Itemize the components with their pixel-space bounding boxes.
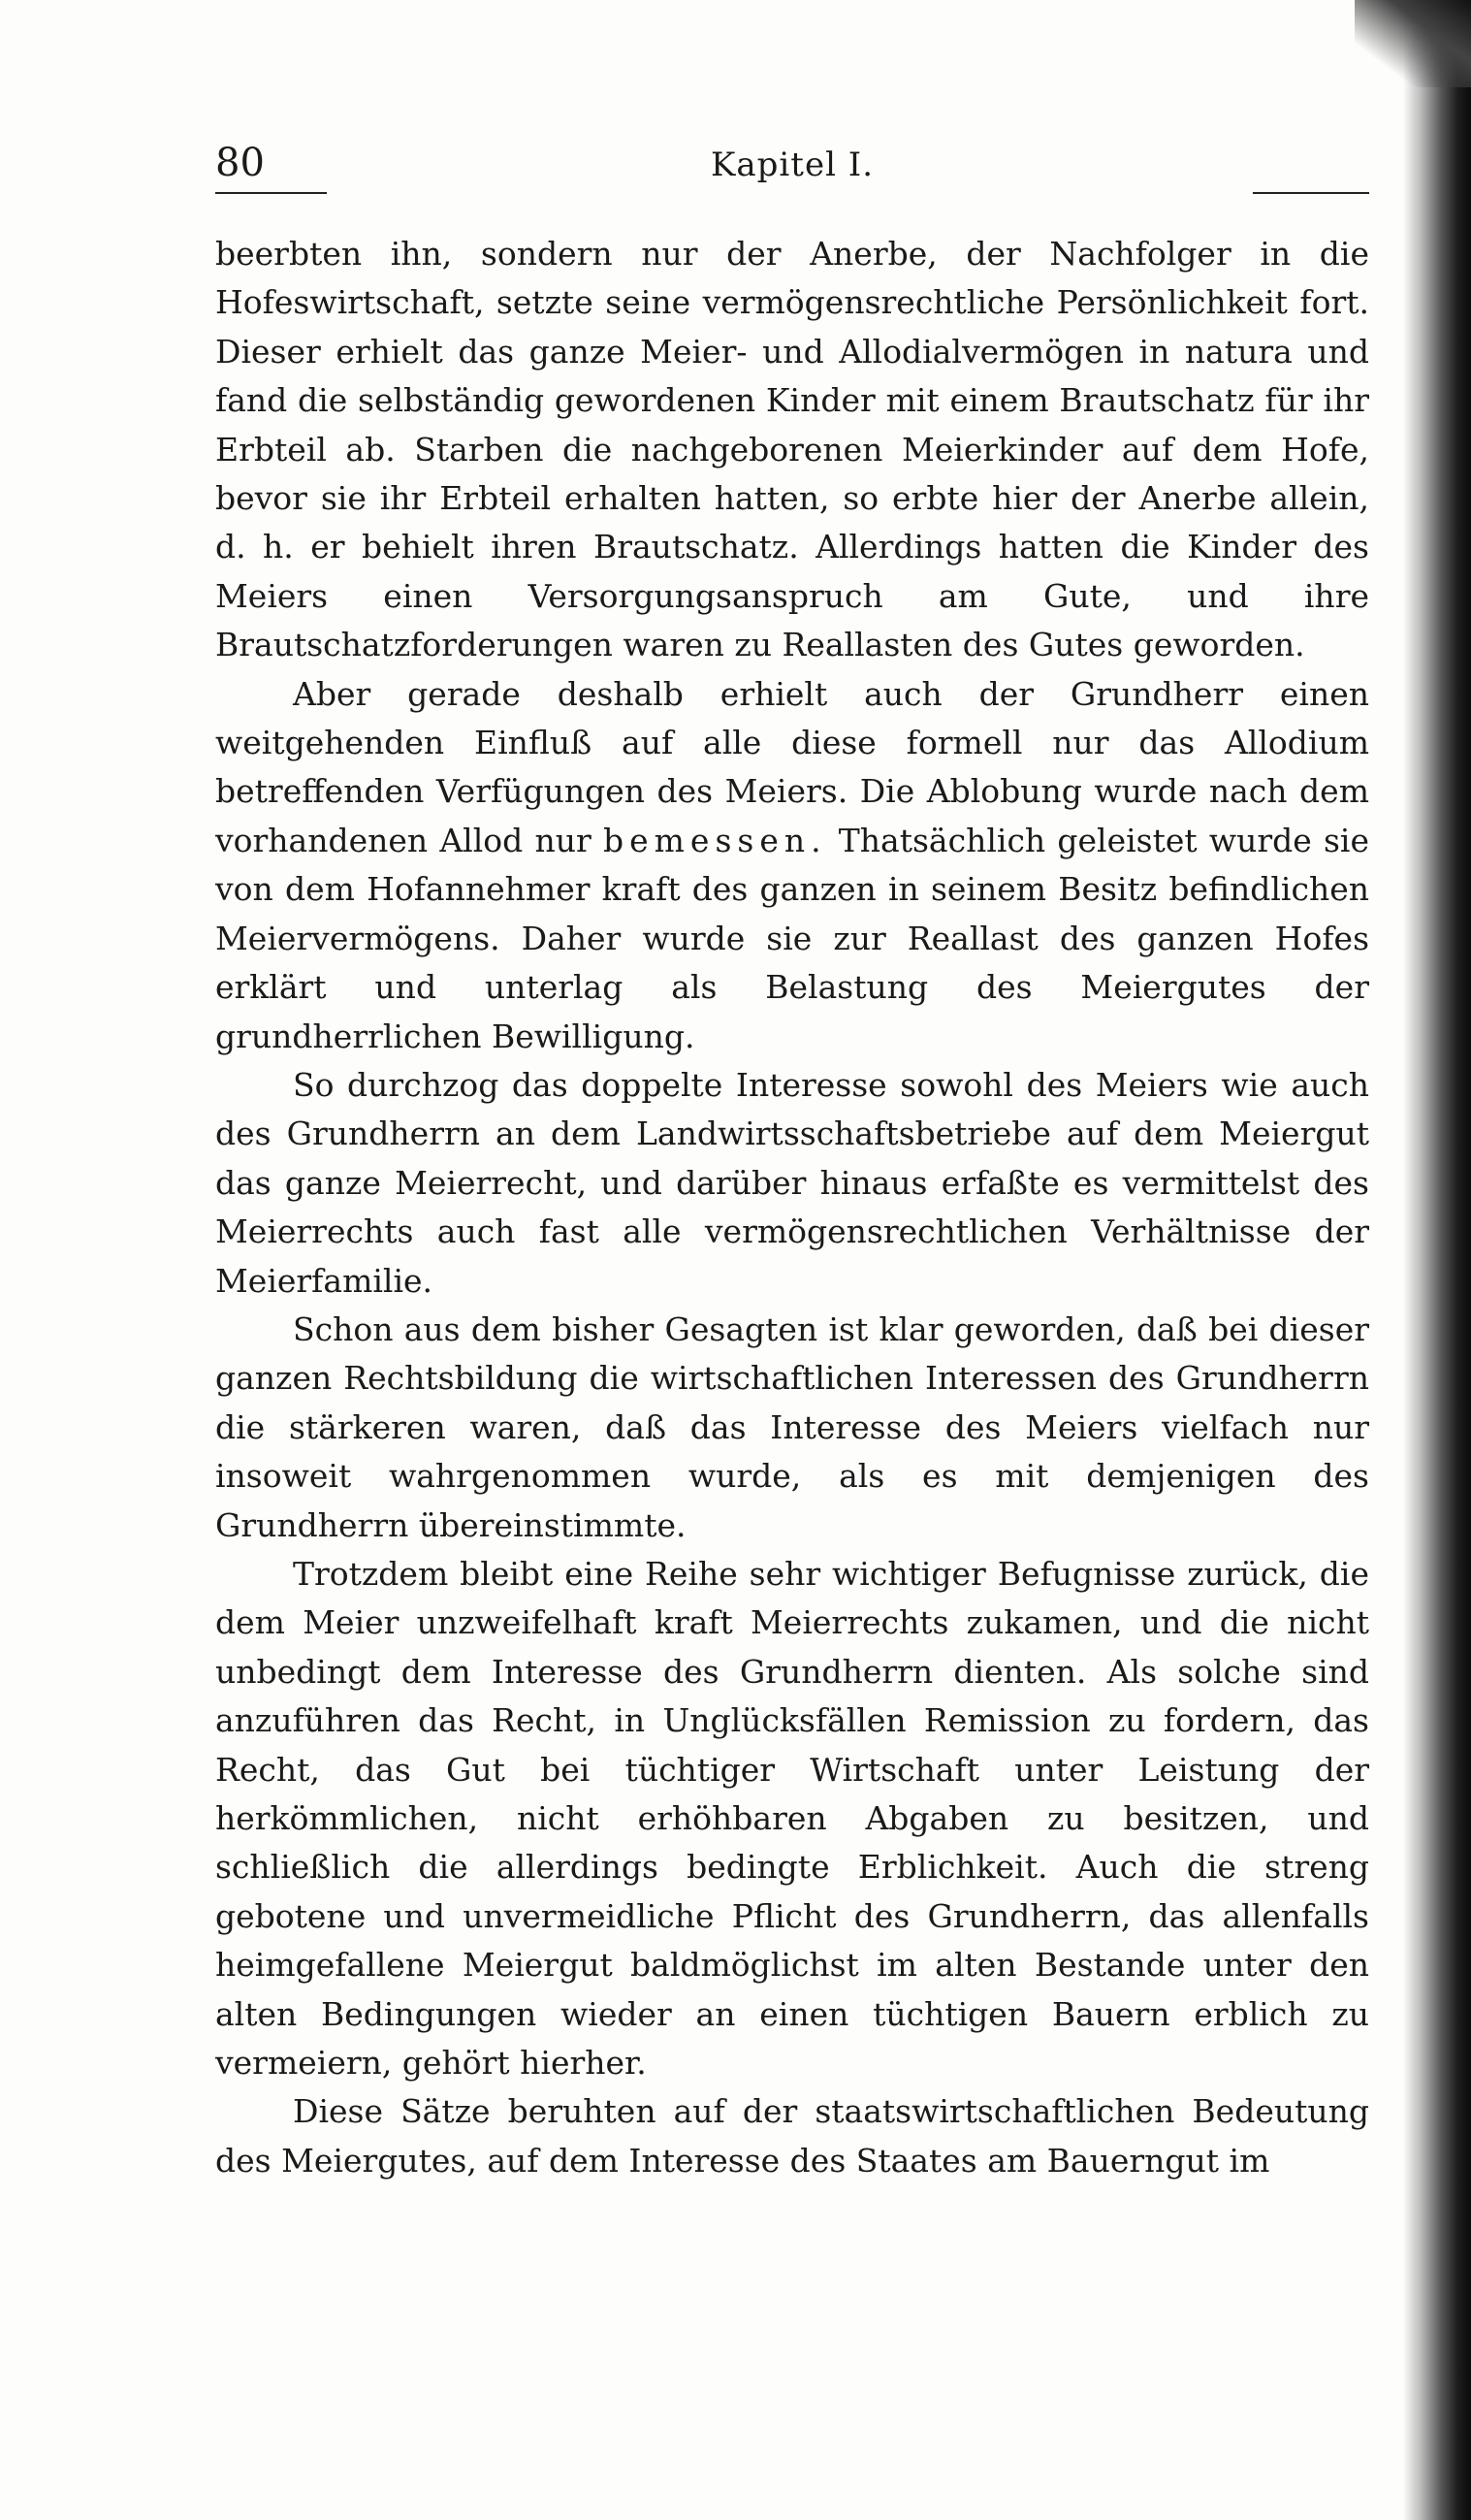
paragraph-6: Diese Sätze beruhten auf der staatswirtschaftlichen Bedeutung des Meiergutes, auf dem Interesse des Staates am Bauerngut im [215, 2092, 1369, 2180]
paragraph-2 [215, 670, 1369, 1061]
paragraph-4: Schon aus dem bisher Gesagten ist klar geworden, daß bei dieser ganzen Rechtsbildung die wirtschaftlichen Interessen des Grundherrn die stärkeren waren, daß das Interesse des Meiers vielfach nur insoweit wahrgenommen wurde, als es mit demjenigen des Grundherrn übereinstimmte. [215, 1309, 1369, 1544]
paragraph-3: So durchzog das doppelte Interesse sowohl des Meiers wie auch des Grundherrn an dem Landwirtsschaftsbetriebe auf dem Meiergut das ganze Meierrecht, und darüber hinaus erfaßte es vermittelst des Meierrechts auch fast alle vermögensrechtlichen Verhältnisse der Meierfamilie. [215, 1065, 1369, 1300]
scanned-page-corner-shadow [1355, 0, 1471, 87]
paragraph-2-text-after: Thatsächlich geleistet wurde sie von dem Hofannehmer kraft des ganzen in seinem Besitz befindlichen Meiervermögens. Daher wurde sie zur Reallast des ganzen Hofes erklärt und unterlag als Belastung des Meiergutes der grundherrlichen Bewilligung. [215, 821, 1369, 1055]
paragraph-5: Trotzdem bleibt eine Reihe sehr wichtiger Befugnisse zurück, die dem Meier unzweifelhaft kraft Meierrechts zukamen, und die nicht unbedingt dem Interesse des Grundherrn dienten. Als solche sind anzuführen das Recht, in Unglücksfällen Remission zu fordern, das Recht, das Gut bei tüchtiger Wirtschaft unter Leistung der herkömmlichen, nicht erhöhbaren Abgaben zu besitzen, und schließlich die allerdings bedingte Erblichkeit. Auch die streng gebotene und unvermeidliche Pflicht des Grundherrn, das allenfalls heimgefallene Meiergut baldmöglichst im alten Bestande unter den alten Bedingungen wieder an einen tüchtigen Bauern erblich zu vermeiern, gehört hierher. [215, 1554, 1369, 2083]
page-header [215, 136, 1369, 204]
header-rule-right [1253, 192, 1369, 194]
scanned-page-edge-shadow [1403, 0, 1471, 2520]
body-text [215, 230, 1369, 2185]
paragraph-2-emphasis: bemessen. [602, 821, 827, 859]
header-rule-left [215, 192, 327, 194]
running-title: Kapitel I. [710, 145, 874, 184]
paragraph-1: beerbten ihn, sondern nur der Anerbe, der Nachfolger in die Hofeswirtschaft, setzte seine vermögensrechtliche Persönlichkeit fort. Dieser erhielt das ganze Meier- und Allodialvermögen in natura und fand die selbständig gewordenen Kinder mit einem Brautschatz für ihr Erbteil ab. Starben die nachgeborenen Meierkinder auf dem Hofe, bevor sie ihr Erbteil erhalten hatten, so erbte hier der Anerbe allein, d. h. er behielt ihren Brautschatz. Allerdings hatten die Kinder des Meiers einen Versorgungsanspruch am Gute, und ihre Brautschatzforderungen waren zu Reallasten des Gutes geworden. [215, 235, 1369, 664]
page-number: 80 [215, 141, 265, 185]
paragraph-2-text-before: Aber gerade deshalb erhielt auch der Grundherr einen weitgehenden Einfluß auf alle diese formell nur das Allodium betreffenden Verfügungen des Meiers. Die Ablobung wurde nach dem vorhandenen Allod nur [215, 674, 1369, 859]
